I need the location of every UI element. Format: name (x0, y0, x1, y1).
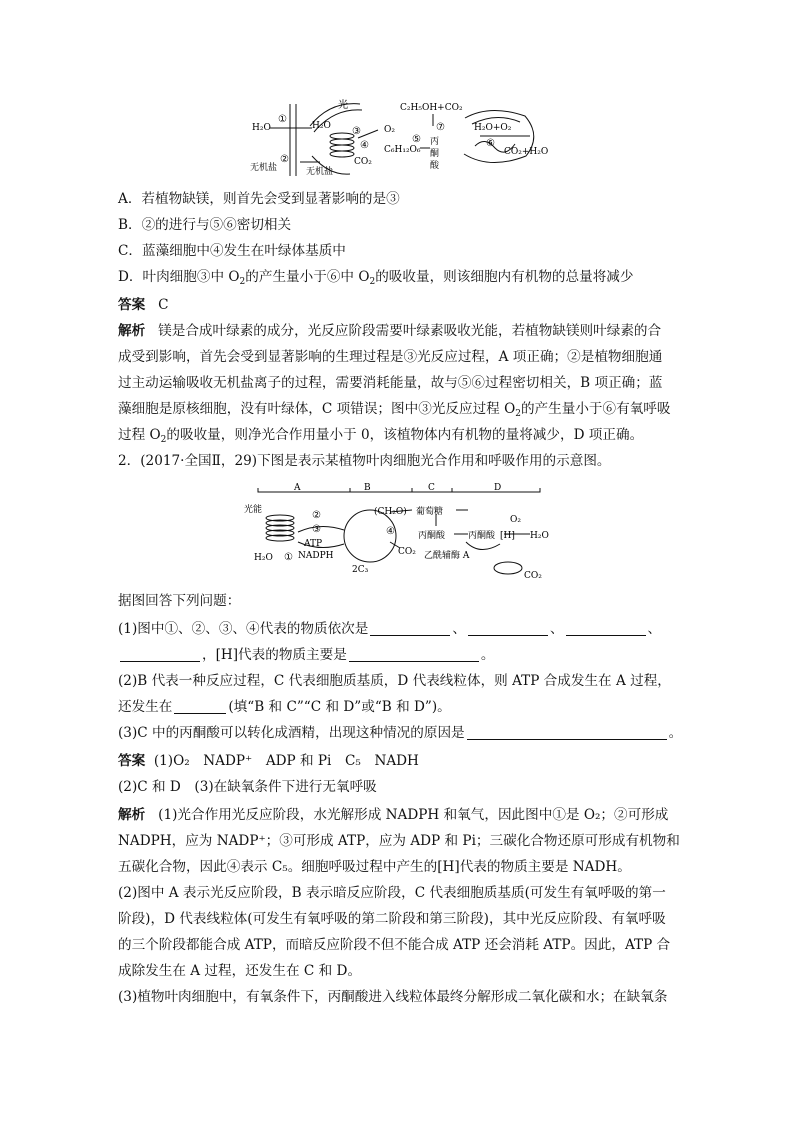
fig2-label-c: C (428, 483, 435, 493)
fig2-n2: ② (312, 510, 321, 521)
analysis-text: 过程 O (118, 427, 161, 443)
fig2-h: [H] (500, 531, 515, 541)
blank-5[interactable] (349, 647, 479, 662)
fig2-co2: CO₂ (398, 547, 416, 557)
q1-analysis-3: 过主动运输吸收无机盐离子的过程，需要消耗能量，故与⑤⑥过程密切相关，B 项正确；蓝 (118, 375, 663, 391)
q1-analysis-4: 藻细胞是原核细胞，没有叶绿体，C 项错误；图中③光反应过程 $O_2$的产生量小于⑥有氧呼吸 (118, 401, 671, 419)
analysis-label: 解析 (118, 323, 146, 339)
fig2-h2o-out: H₂O (530, 531, 549, 541)
q2-analysis-5: 阶段)，D 代表线粒体(可发生有氧呼吸的第二阶段和第三阶段)，其中光反应阶段、有氧呼吸 (118, 911, 666, 927)
blank-1[interactable] (370, 621, 450, 636)
q2-answer-2: (2)C 和 D (3)在缺氧条件下进行无氧呼吸 (118, 779, 377, 795)
analysis-text: 镁是合成叶绿素的成分，光反应阶段需要叶绿素吸收光能，若植物缺镁则叶绿素的合 (158, 323, 662, 339)
fig1-o2: O₂ (384, 125, 395, 135)
fig1-pyruvate-2: 酮 (430, 149, 440, 159)
fig2-pyruvate-2: 丙酮酸 (468, 531, 496, 541)
fig2-o2: O₂ (510, 515, 521, 525)
answer-label: 答案 (118, 753, 146, 769)
fig1-pyruvate-1: 丙 (430, 137, 440, 147)
fig1-n7: ⑦ (436, 122, 445, 133)
blank-4[interactable] (120, 647, 200, 662)
analysis-text: 的产生量小于⑥有氧呼吸 (520, 401, 671, 417)
fig2-n4: ④ (386, 526, 395, 537)
analysis-text: 藻细胞是原核细胞，没有叶绿体，C 项错误；图中③光反应过程 O (118, 401, 516, 417)
blank-2[interactable] (468, 621, 548, 636)
q2-analysis-6: 的三个阶段都能合成 ATP，而暗反应阶段不但不能合成 ATP 还会消耗 ATP。因此，ATP 合 (118, 937, 671, 953)
fig1-n3: ③ (352, 126, 361, 137)
fig2-h2o: H₂O (254, 553, 273, 563)
analysis-label: 解析 (118, 807, 146, 823)
sep: 。 (480, 647, 495, 663)
q2-part1-line2 (118, 646, 494, 664)
fig1-co2: CO₂ (354, 157, 372, 167)
fig2-label-d: D (494, 483, 502, 493)
fig1-n4: ④ (360, 140, 369, 151)
fig1-h2o: H₂O (252, 123, 271, 133)
fig2-label-a: A (294, 483, 301, 493)
q2-part3-text: (3)C 中的丙酮酸可以转化成酒精，出现这种情况的原因是 (118, 725, 465, 741)
option-d-part2: 的产生量小于⑥中 O (245, 269, 370, 285)
q2-analysis-1 (118, 806, 668, 824)
fig1-salt-in: 无机盐 (306, 167, 334, 177)
answer-value: C (158, 297, 169, 313)
fig1-n1: ① (278, 114, 287, 125)
q2-part2-text2: (填“B 和 C”“C 和 D”或“B 和 D”)。 (228, 699, 451, 715)
fig1-n5: ⑤ (412, 134, 421, 145)
q2-analysis-2: NADPH，应为 NADP⁺；③可形成 ATP，应为 ADP 和 Pi；三碳化合物还原可形成有机物和 (118, 833, 680, 849)
q2-analysis-8: (3)植物叶肉细胞中，有氧条件下，丙酮酸进入线粒体最终分解形成二氧化碳和水；在缺氧条 (118, 989, 668, 1005)
fig2-label-b: B (364, 483, 371, 493)
analysis-text: (1)光合作用光反应阶段，水光解形成 NADPH 和氧气，因此图中①是 O₂；②可形成 (158, 807, 669, 823)
fig1-salt-out: 无机盐 (250, 163, 278, 173)
sep: 、 (549, 621, 564, 637)
q2-part2-line1: (2)B 代表一种反应过程，C 代表细胞质基质，D 代表线粒体，则 ATP 合成发生在 A 过程， (118, 673, 671, 689)
q2-part2-text: 还发生在 (118, 699, 173, 715)
q2-part2-line2 (118, 698, 451, 716)
fig2-glucose: 葡萄糖 (416, 507, 444, 517)
answer-text: (1)O₂ NADP⁺ ADP 和 Pi C₅ NADH (153, 753, 419, 769)
q2-part3 (118, 724, 682, 742)
fig1-co2-h2o: CO₂+H₂O (504, 147, 549, 157)
analysis-text: 的吸收量，则净光合作用量小于 0，该植物体内有机物的量将减少，D 项正确。 (166, 427, 644, 443)
q1-analysis-1 (118, 322, 661, 340)
q2-stem: 2．(2017·全国Ⅱ，29)下图是表示某植物叶肉细胞光合作用和呼吸作用的示意图。 (118, 453, 611, 469)
option-b: B．②的进行与⑤⑥密切相关 (118, 217, 292, 233)
q2-analysis-4: (2)图中 A 表示光反应阶段，B 表示暗反应阶段，C 代表细胞质基质(可发生有氧呼吸的第一 (118, 885, 666, 901)
fig1-glucose: C₆H₁₂O₆ (384, 145, 421, 155)
q2-part1-line1 (118, 620, 661, 638)
blank-6[interactable] (174, 699, 226, 714)
figure-2-diagram (240, 482, 560, 582)
option-a: A．若植物缺镁，则首先会受到显著影响的是③ (118, 191, 400, 207)
fig2-ch2o: (CH₂O) (374, 507, 407, 517)
fig2-acoa: 乙酰辅酶 A (424, 551, 470, 561)
q2-analysis-3: 五碳化合物，因此④表示 C₅。细胞呼吸过程中产生的[H]代表的物质主要是 NADH。 (118, 859, 631, 875)
fig1-pyruvate-3: 酸 (430, 161, 440, 171)
option-c: C．蓝藻细胞中④发生在叶绿体基质中 (118, 243, 346, 259)
fig2-pyruvate-1: 丙酮酸 (418, 531, 446, 541)
q2-analysis-7: 成除发生在 A 过程，还发生在 C 和 D。 (118, 963, 362, 979)
fig2-nadph: NADPH (298, 551, 334, 561)
fig1-light: 光 (338, 100, 348, 111)
fig1-n6: ⑥ (486, 138, 495, 149)
q2-answer-1 (118, 752, 419, 770)
fig2-light: 光能 (244, 505, 263, 515)
fig1-n2: ② (280, 154, 289, 165)
fig2-n1: ① (284, 552, 293, 563)
figure-1-diagram (250, 96, 550, 182)
fig1-h2o-in: H₂O (312, 121, 331, 131)
option-d: D．叶肉细胞③中 $O_2$的产生量小于⑥中 $O_2$的吸收量，则该细胞内有机物的总量将减少 (118, 269, 634, 287)
fig2-atp: ATP (304, 539, 323, 549)
fig1-ethanol: C₂H₅OH+CO₂ (400, 103, 463, 113)
q2-part1-text: (1)图中①、②、③、④代表的物质依次是 (118, 621, 369, 637)
blank-3[interactable] (566, 621, 646, 636)
sep: 。 (668, 725, 683, 741)
option-d-part1: D．叶肉细胞③中 O (118, 269, 240, 285)
fig1-h2o-o2: H₂O+O₂ (474, 123, 512, 133)
q2-part1-text2: ，[H]代表的物质主要是 (202, 647, 347, 663)
q2-prompt: 据图回答下列问题： (118, 593, 241, 609)
q1-analysis-2: 成受到影响，首先会受到显著影响的生理过程是③光反应过程，A 项正确；②是植物细胞通 (118, 349, 663, 365)
q1-analysis-5: 过程 $O_2$的吸收量，则净光合作用量小于 0，该植物体内有机物的量将减少，D 项正确。 (118, 427, 644, 445)
blank-7[interactable] (467, 725, 667, 740)
q1-answer (118, 296, 169, 314)
fig2-n3: ③ (312, 524, 321, 535)
answer-label: 答案 (118, 297, 146, 313)
fig2-c3: 2C₃ (352, 565, 369, 575)
sep: 、 (452, 621, 466, 637)
sep: 、 (647, 621, 662, 637)
option-d-part3: 的吸收量，则该细胞内有机物的总量将减少 (375, 269, 634, 285)
fig2-co2-2: CO₂ (524, 571, 542, 581)
